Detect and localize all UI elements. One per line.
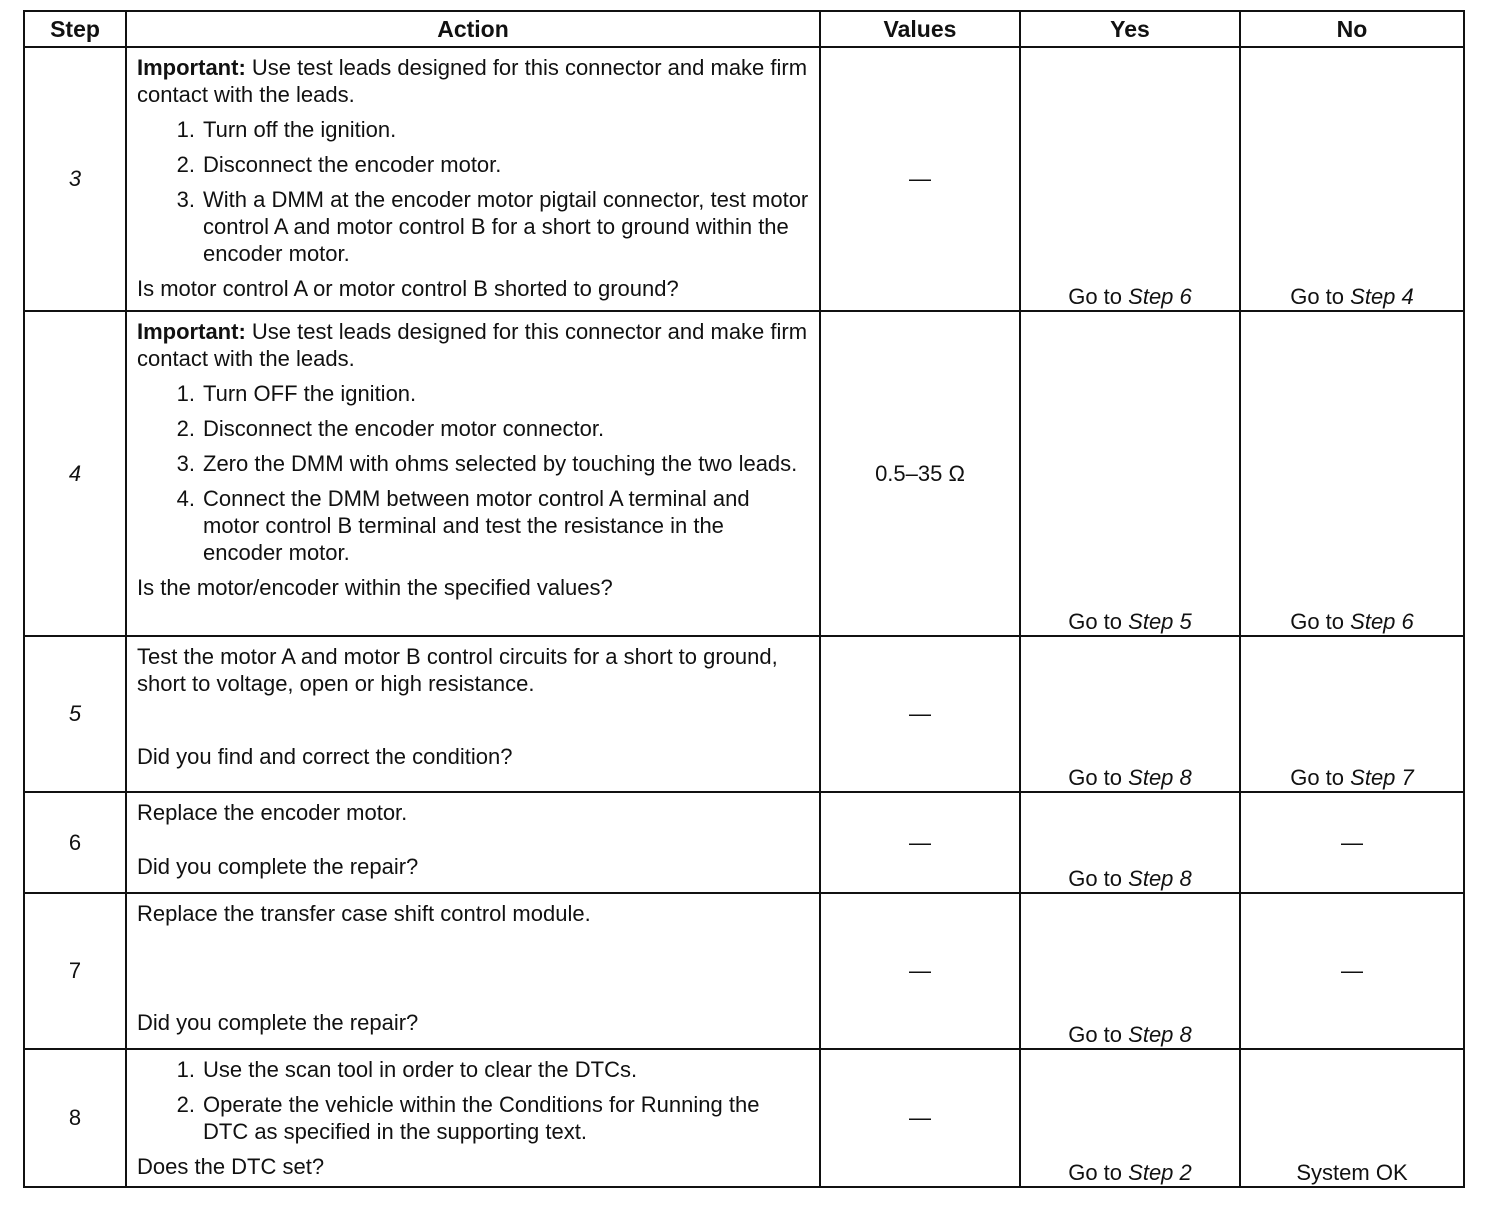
action-steps [137,116,809,267]
yes-step-link[interactable]: Step 6 [1128,284,1192,309]
question: Did you complete the repair? [137,1010,419,1035]
yes-cell [1020,636,1240,792]
no-cell [1240,636,1464,792]
question: Does the DTC set? [137,1154,325,1179]
no-cell [1240,311,1464,636]
col-header-values: Values [820,11,1020,47]
yes-cell [1020,1049,1240,1187]
action-text: Replace the encoder motor. [137,800,408,825]
yes-cell [1020,47,1240,311]
yes-step-link[interactable]: Step 8 [1128,866,1192,891]
goto-label: Go to [1068,765,1123,790]
goto-label: Go to [1068,609,1123,634]
col-header-yes: Yes [1020,11,1240,47]
step-number: 4 [24,311,126,636]
goto-label: Go to [1068,1160,1123,1185]
diagnostic-table [23,10,1465,1188]
list-item: 2. Operate the vehicle within the Conditions for Running the DTC as specified in the supporting text. [176,1092,760,1144]
list-item: 1. Turn off the ignition. [176,117,397,142]
table-row [24,636,1464,792]
table-row [24,893,1464,1049]
yes-step-link[interactable]: Step 2 [1128,1160,1192,1185]
important-label: Important: [137,319,246,344]
yes-step-link[interactable]: Step 8 [1128,1022,1192,1047]
table-row [24,1049,1464,1187]
action-steps [137,380,809,566]
step-number: 3 [24,47,126,311]
yes-step-link[interactable]: Step 5 [1128,609,1192,634]
no-cell [1240,47,1464,311]
list-item: 3. Zero the DMM with ohms selected by touching the two leads. [176,451,798,476]
list-item: 2. Disconnect the encoder motor connector. [176,416,605,441]
important-label: Important: [137,55,246,80]
step-number: 5 [24,636,126,792]
question: Is motor control A or motor control B shorted to ground? [137,276,679,301]
yes-cell [1020,792,1240,893]
action-cell [126,893,820,1049]
no-step-link[interactable]: Step 7 [1350,765,1414,790]
action-cell [126,792,820,893]
col-header-no: No [1240,11,1464,47]
values-cell: — [820,893,1020,1049]
goto-label: Go to [1068,1022,1123,1047]
action-text: Replace the transfer case shift control module. [137,901,591,926]
yes-step-link[interactable]: Step 8 [1128,765,1192,790]
question: Is the motor/encoder within the specified values? [137,575,613,600]
no-step-link[interactable]: Step 4 [1350,284,1414,309]
list-item: 1. Turn OFF the ignition. [176,381,417,406]
table-row [24,47,1464,311]
no-cell: — [1240,893,1464,1049]
action-cell [126,311,820,636]
step-number: 7 [24,893,126,1049]
no-cell: System OK [1240,1049,1464,1187]
important-text: Use test leads designed for this connector and make firm contact with the leads. [137,319,808,371]
col-header-step: Step [24,11,126,47]
values-cell: — [820,636,1020,792]
table-row [24,792,1464,893]
yes-cell [1020,311,1240,636]
goto-label: Go to [1290,609,1345,634]
values-cell: — [820,1049,1020,1187]
goto-label: Go to [1068,866,1123,891]
no-step-link[interactable]: Step 6 [1350,609,1414,634]
table-row [24,311,1464,636]
action-cell [126,1049,820,1187]
values-cell: — [820,47,1020,311]
question: Did you find and correct the condition? [137,744,513,769]
important-text: Use test leads designed for this connector and make firm contact with the leads. [137,55,808,107]
step-number: 8 [24,1049,126,1187]
values-cell: — [820,792,1020,893]
action-cell [126,636,820,792]
important-note [137,54,809,108]
action-text: Test the motor A and motor B control circuits for a short to ground, short to voltage, open or high resistance. [137,644,778,696]
list-item: 1. Use the scan tool in order to clear the DTCs. [176,1057,638,1082]
important-note [137,318,809,372]
question: Did you complete the repair? [137,854,419,879]
list-item: 4. Connect the DMM between motor control A terminal and motor control B terminal and test the resistance in the encoder motor. [176,486,750,565]
action-cell [126,47,820,311]
goto-label: Go to [1068,284,1123,309]
list-item: 2. Disconnect the encoder motor. [176,152,502,177]
step-number: 6 [24,792,126,893]
yes-cell [1020,893,1240,1049]
no-cell: — [1240,792,1464,893]
goto-label: Go to [1290,765,1345,790]
values-cell: 0.5–35 Ω [820,311,1020,636]
action-steps [137,1056,809,1145]
list-item: 3. With a DMM at the encoder motor pigtail connector, test motor control A and motor control B for a short to ground within the encoder motor. [176,187,809,266]
col-header-action: Action [126,11,820,47]
header-row [24,11,1464,47]
goto-label: Go to [1290,284,1345,309]
